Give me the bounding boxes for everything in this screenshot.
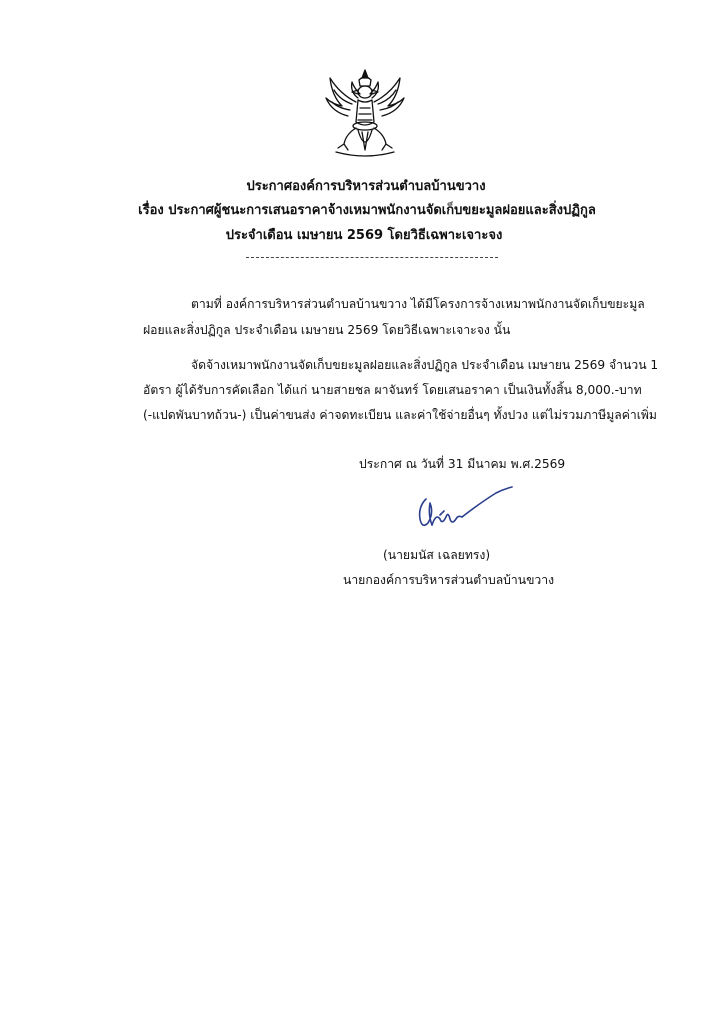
signatory-name: (นายมนัส เฉลยทรง) [383, 548, 491, 562]
announcement-date: ประกาศ ณ วันที่ 31 มีนาคม พ.ศ.2569 [359, 457, 566, 471]
announcement-heading: ประกาศองค์การบริหารส่วนตำบลบ้านขวาง [246, 179, 486, 194]
signatory-title: นายกองค์การบริหารส่วนตำบลบ้านขวาง [343, 573, 555, 587]
paragraph-2-line-1: จัดจ้างเหมาพนักงานจัดเก็บขยะมูลฝอยและสิ่งปฏิกูล ประจำเดือน เมษายน 2569 จำนวน 1 [191, 358, 659, 372]
handwritten-signature [400, 485, 520, 535]
garuda-emblem-icon [322, 68, 408, 160]
paragraph-2-line-2: อัตรา ผู้ได้รับการคัดเลือก ได้แก่ นายสายชล ผาจันทร์ โดยเสนอราคา เป็นเงินทั้งสิ้น 8,000.-บาท [143, 383, 642, 397]
paragraph-1-line-1: ตามที่ องค์การบริหารส่วนตำบลบ้านขวาง ได้มีโครงการจ้างเหมาพนักงานจัดเก็บขยะมูล [191, 297, 645, 311]
paragraph-2-line-3: (-แปดพันบาทถ้วน-) เป็นค่าขนส่ง ค่าจดทะเบียน และค่าใช้จ่ายอื่นๆ ทั้งปวง แต่ไม่รวมภาษีมูลค่าเพิ่ม [143, 408, 657, 422]
header-divider [246, 257, 498, 258]
announcement-subject: เรื่อง ประกาศผู้ชนะการเสนอราคาจ้างเหมาพนักงานจัดเก็บขยะมูลฝอยและสิ่งปฏิกูล [138, 203, 596, 218]
paragraph-1-line-2: ฝอยและสิ่งปฏิกูล ประจำเดือน เมษายน 2569 โดยวิธีเฉพาะเจาะจง นั้น [143, 323, 511, 337]
announcement-period: ประจำเดือน เมษายน 2569 โดยวิธีเฉพาะเจาะจง [225, 228, 503, 243]
